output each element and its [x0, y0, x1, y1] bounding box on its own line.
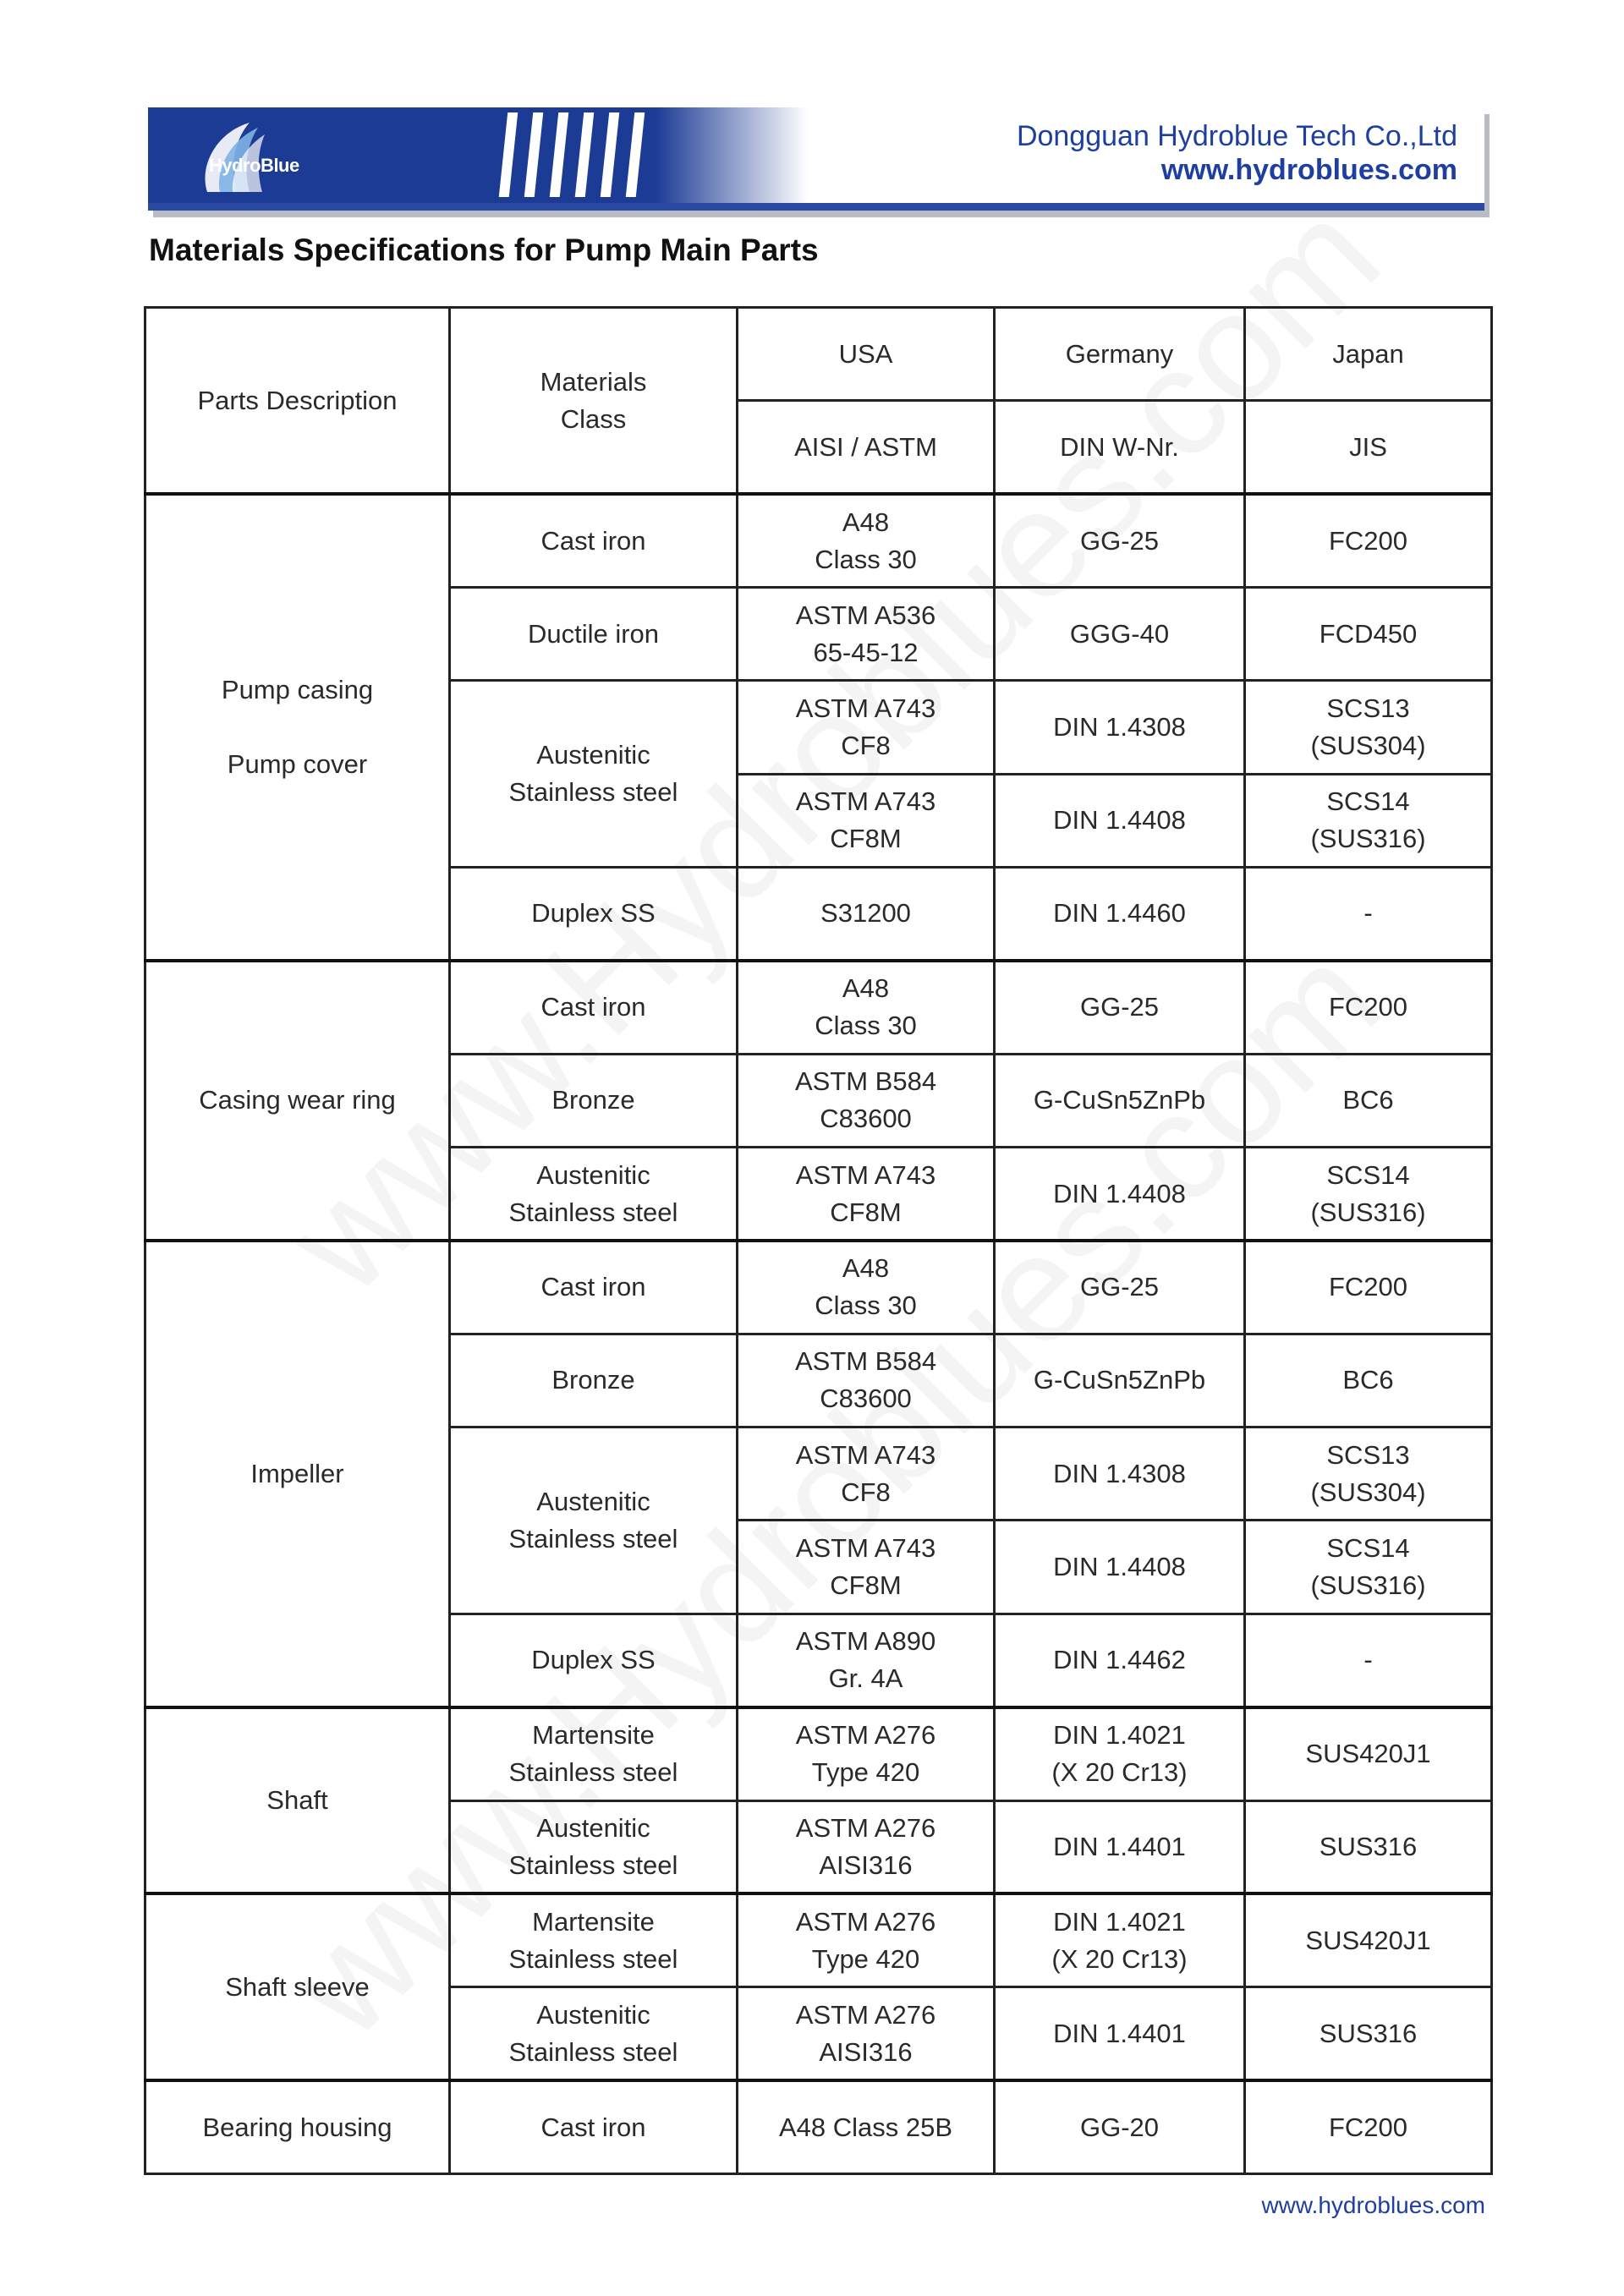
- cell-usa: ASTM A743 CF8: [738, 681, 995, 774]
- header-usa: USA: [738, 308, 995, 401]
- cell-usa: ASTM B584 C83600: [738, 1054, 995, 1147]
- cell-japan: -: [1245, 1614, 1492, 1707]
- cell-class: Bronze: [450, 1334, 738, 1427]
- cell-japan: FCD450: [1245, 588, 1492, 681]
- cell-japan: SUS316: [1245, 1987, 1492, 2080]
- cell-germany: DIN 1.4401: [995, 1800, 1245, 1893]
- cell-usa: ASTM A536 65-45-12: [738, 588, 995, 681]
- header-japan-standard: JIS: [1245, 401, 1492, 494]
- cell-germany: GG-20: [995, 2080, 1245, 2173]
- cell-usa: ASTM A276 Type 420: [738, 1893, 995, 1986]
- cell-germany: DIN 1.4401: [995, 1987, 1245, 2080]
- cell-usa: A48 Class 30: [738, 961, 995, 1054]
- cell-japan: SCS14 (SUS316): [1245, 1148, 1492, 1241]
- cell-germany: DIN 1.4308: [995, 1427, 1245, 1521]
- cell-usa: ASTM A276 Type 420: [738, 1707, 995, 1800]
- cell-germany: DIN 1.4021 (X 20 Cr13): [995, 1893, 1245, 1986]
- cell-japan: FC200: [1245, 2080, 1492, 2173]
- cell-usa: ASTM A743 CF8M: [738, 1148, 995, 1241]
- cell-germany: DIN 1.4460: [995, 868, 1245, 961]
- cell-japan: SUS420J1: [1245, 1893, 1492, 1986]
- cell-class: Austenitic Stainless steel: [450, 1800, 738, 1893]
- cell-germany: G-CuSn5ZnPb: [995, 1054, 1245, 1147]
- cell-germany: GGG-40: [995, 588, 1245, 681]
- cell-japan: SCS14 (SUS316): [1245, 774, 1492, 867]
- cell-japan: SUS316: [1245, 1800, 1492, 1893]
- table-header-row: [145, 308, 1492, 401]
- cell-usa: A48 Class 30: [738, 1241, 995, 1334]
- group-shaft: Shaft: [145, 1707, 450, 1894]
- cell-class: Cast iron: [450, 494, 738, 587]
- cell-class: Austenitic Stainless steel: [450, 1427, 738, 1614]
- page-title: Materials Specifications for Pump Main Parts: [149, 233, 819, 267]
- banner-fade: [656, 107, 808, 203]
- cell-japan: FC200: [1245, 961, 1492, 1054]
- group-shaft-sleeve: Shaft sleeve: [145, 1893, 450, 2080]
- cell-japan: SCS14 (SUS316): [1245, 1521, 1492, 1614]
- cell-class: Duplex SS: [450, 868, 738, 961]
- cell-germany: G-CuSn5ZnPb: [995, 1334, 1245, 1427]
- cell-germany: GG-25: [995, 961, 1245, 1054]
- cell-japan: SUS420J1: [1245, 1707, 1492, 1800]
- table-row: [145, 2080, 1492, 2173]
- cell-germany: DIN 1.4408: [995, 774, 1245, 867]
- cell-class: Cast iron: [450, 2080, 738, 2173]
- footer-website[interactable]: www.hydroblues.com: [1261, 2192, 1485, 2218]
- cell-usa: ASTM A743 CF8M: [738, 1521, 995, 1614]
- group-impeller: Impeller: [145, 1241, 450, 1707]
- cell-japan: SCS13 (SUS304): [1245, 1427, 1492, 1521]
- company-info: [1017, 119, 1457, 187]
- cell-usa: ASTM A890 Gr. 4A: [738, 1614, 995, 1707]
- cell-class: Bronze: [450, 1054, 738, 1147]
- cell-germany: GG-25: [995, 1241, 1245, 1334]
- cell-japan: -: [1245, 868, 1492, 961]
- company-logo: [190, 116, 317, 200]
- cell-usa: ASTM A276 AISI316: [738, 1800, 995, 1893]
- cell-japan: BC6: [1245, 1054, 1492, 1147]
- cell-class: Martensite Stainless steel: [450, 1893, 738, 1986]
- group-bearing-housing: Bearing housing: [145, 2080, 450, 2173]
- header-materials-class: Materials Class: [450, 308, 738, 495]
- cell-class: Austenitic Stainless steel: [450, 681, 738, 868]
- table-row: [145, 494, 1492, 587]
- table-row: [145, 961, 1492, 1054]
- table-row: [145, 1707, 1492, 1800]
- cell-japan: FC200: [1245, 1241, 1492, 1334]
- cell-usa: S31200: [738, 868, 995, 961]
- cell-class: Cast iron: [450, 961, 738, 1054]
- cell-usa: ASTM A276 AISI316: [738, 1987, 995, 2080]
- cell-usa: A48 Class 30: [738, 494, 995, 587]
- cell-class: Ductile iron: [450, 588, 738, 681]
- header-banner: [148, 107, 1484, 211]
- header-germany: Germany: [995, 308, 1245, 401]
- cell-usa: ASTM A743 CF8M: [738, 774, 995, 867]
- company-website[interactable]: www.hydroblues.com: [1160, 154, 1457, 186]
- cell-class: Cast iron: [450, 1241, 738, 1334]
- header-parts-description: Parts Description: [145, 308, 450, 495]
- cell-class: Austenitic Stainless steel: [450, 1987, 738, 2080]
- cell-usa: ASTM A743 CF8: [738, 1427, 995, 1521]
- table-row: [145, 1241, 1492, 1334]
- cell-usa: A48 Class 25B: [738, 2080, 995, 2173]
- group-casing-wear-ring: Casing wear ring: [145, 961, 450, 1241]
- materials-table: [144, 306, 1493, 2175]
- cell-japan: BC6: [1245, 1334, 1492, 1427]
- header-usa-standard: AISI / ASTM: [738, 401, 995, 494]
- header-japan: Japan: [1245, 308, 1492, 401]
- table-row: [145, 1893, 1492, 1986]
- cell-class: Duplex SS: [450, 1614, 738, 1707]
- cell-germany: DIN 1.4408: [995, 1148, 1245, 1241]
- company-name: Dongguan Hydroblue Tech Co.,Ltd: [1016, 120, 1457, 152]
- cell-germany: DIN 1.4408: [995, 1521, 1245, 1614]
- cell-germany: GG-25: [995, 494, 1245, 587]
- cell-usa: ASTM B584 C83600: [738, 1334, 995, 1427]
- cell-germany: DIN 1.4308: [995, 681, 1245, 774]
- logo-text: HydroBlue: [209, 155, 299, 176]
- cell-germany: DIN 1.4021 (X 20 Cr13): [995, 1707, 1245, 1800]
- cell-class: Austenitic Stainless steel: [450, 1148, 738, 1241]
- cell-japan: FC200: [1245, 494, 1492, 587]
- cell-japan: SCS13 (SUS304): [1245, 681, 1492, 774]
- header-germany-standard: DIN W-Nr.: [995, 401, 1245, 494]
- cell-germany: DIN 1.4462: [995, 1614, 1245, 1707]
- cell-class: Martensite Stainless steel: [450, 1707, 738, 1800]
- group-pump-casing: Pump casing Pump cover: [145, 494, 450, 961]
